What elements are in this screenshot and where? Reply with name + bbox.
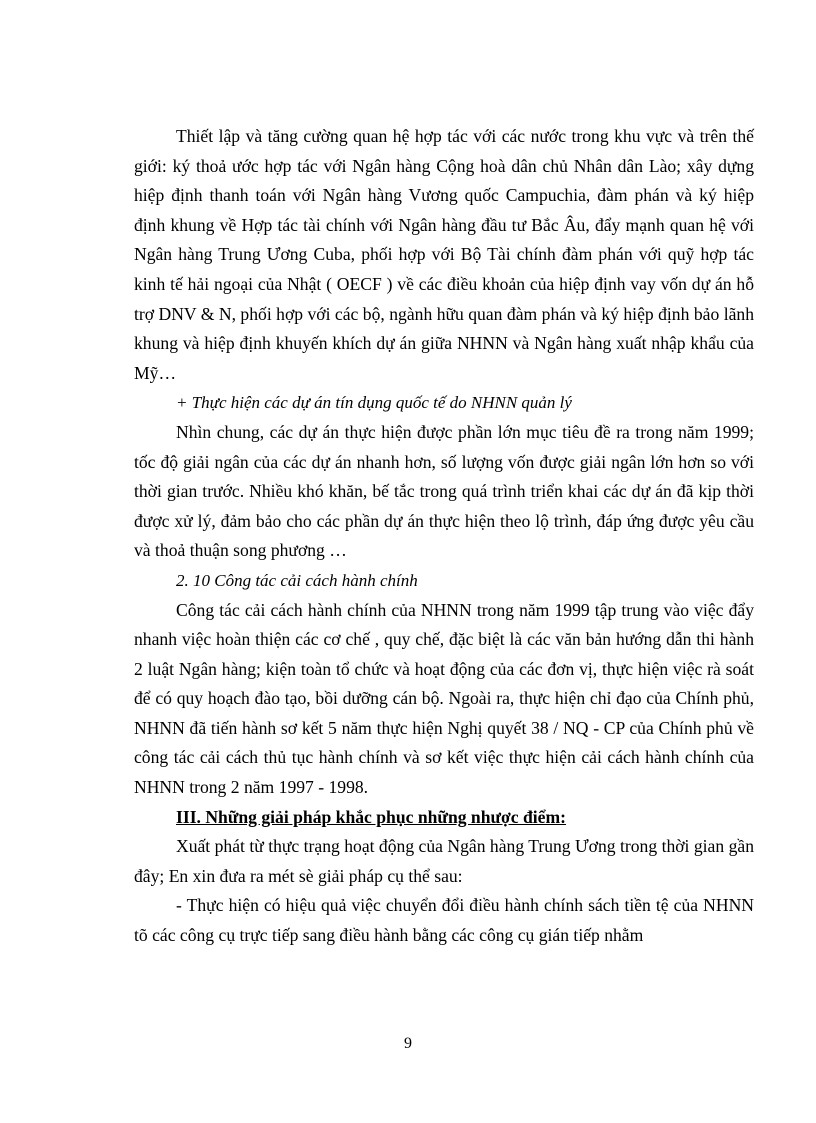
- page-content: [134, 122, 754, 951]
- paragraph-administrative-reform: Công tác cải cách hành chính của NHNN trong năm 1999 tập trung vào việc đẩy nhanh việc hoàn thiện các cơ chế , quy chế, đặc biệt là các văn bản hướng dẫn thi hành 2 luật Ngân hàng; kiện toàn tổ chức và hoạt động của các đơn vị, thực hiện việc rà soát để có quy hoạch đào tạo, bồi dưỡng cán bộ. Ngoài ra, thực hiện chỉ đạo của Chính phủ, NHNN đã tiến hành sơ kết 5 năm thực hiện Nghị quyết 38 / NQ - CP của Chính phủ về công tác cải cách thủ tục hành chính và sơ kết việc thực hiện cải cách hành chính của NHNN trong 2 năm 1997 - 1998.: [134, 599, 754, 798]
- paragraph-international-cooperation: Thiết lập và tăng cường quan hệ hợp tác với các nước trong khu vực và trên thế giới: ký thoả ước hợp tác với Ngân hàng Cộng hoà dân chủ Nhân dân Lào; xây dựng hiệp định thanh toán với Ngân hàng Vương quốc Campuchia, đàm phán và ký hiệp định khung về Hợp tác tài chính với Ngân hàng đầu tư Bắc Âu, đẩy mạnh quan hệ với Ngân hàng Trung Ương Cuba, phối hợp với Bộ Tài chính đàm phán với quỹ hợp tác kinh tế hải ngoại của Nhật ( OECF ) về các điều khoản của hiệp định vay vốn dự án hỗ trợ DNV & N, phối hợp với các bộ, ngành hữu quan đàm phán và ký hiệp định bảo lãnh khung và hiệp định khuyến khích dự án giữa NHNN và Ngân hàng xuất nhập khẩu của Mỹ…: [134, 126, 754, 383]
- paragraph-solutions-intro: Xuất phát từ thực trạng hoạt động của Ngân hàng Trung Ương trong thời gian gần đây; En xin đưa ra mét sè giải pháp cụ thể sau:: [134, 836, 754, 886]
- page-number: 9: [404, 1035, 412, 1052]
- paragraph-monetary-policy: - Thực hiện có hiệu quả việc chuyển đổi điều hành chính sách tiền tệ của NHNN tõ các công cụ trực tiếp sang điều hành bằng các công cụ gián tiếp nhằm: [134, 895, 754, 946]
- subheading-international-credit-projects: + Thực hiện các dự án tín dụng quốc tế do NHNN quản lý: [176, 393, 572, 413]
- paragraph-project-results: Nhìn chung, các dự án thực hiện được phần lớn mục tiêu đề ra trong năm 1999; tốc độ giải ngân của các dự án nhanh hơn, số lượng vốn được giải ngân lớn hơn so với thời gian trước. Nhiều khó khăn, bế tắc trong quá trình triển khai các dự án đã kịp thời được xử lý, đảm bảo cho các phần dự án thực hiện theo lộ trình, đáp ứng được yêu cầu và thoả thuận song phương …: [134, 421, 754, 561]
- subheading-administrative-reform: 2. 10 Công tác cải cách hành chính: [176, 570, 418, 590]
- section-heading-solutions: III. Những giải pháp khắc phục những nhược điểm:: [176, 806, 567, 827]
